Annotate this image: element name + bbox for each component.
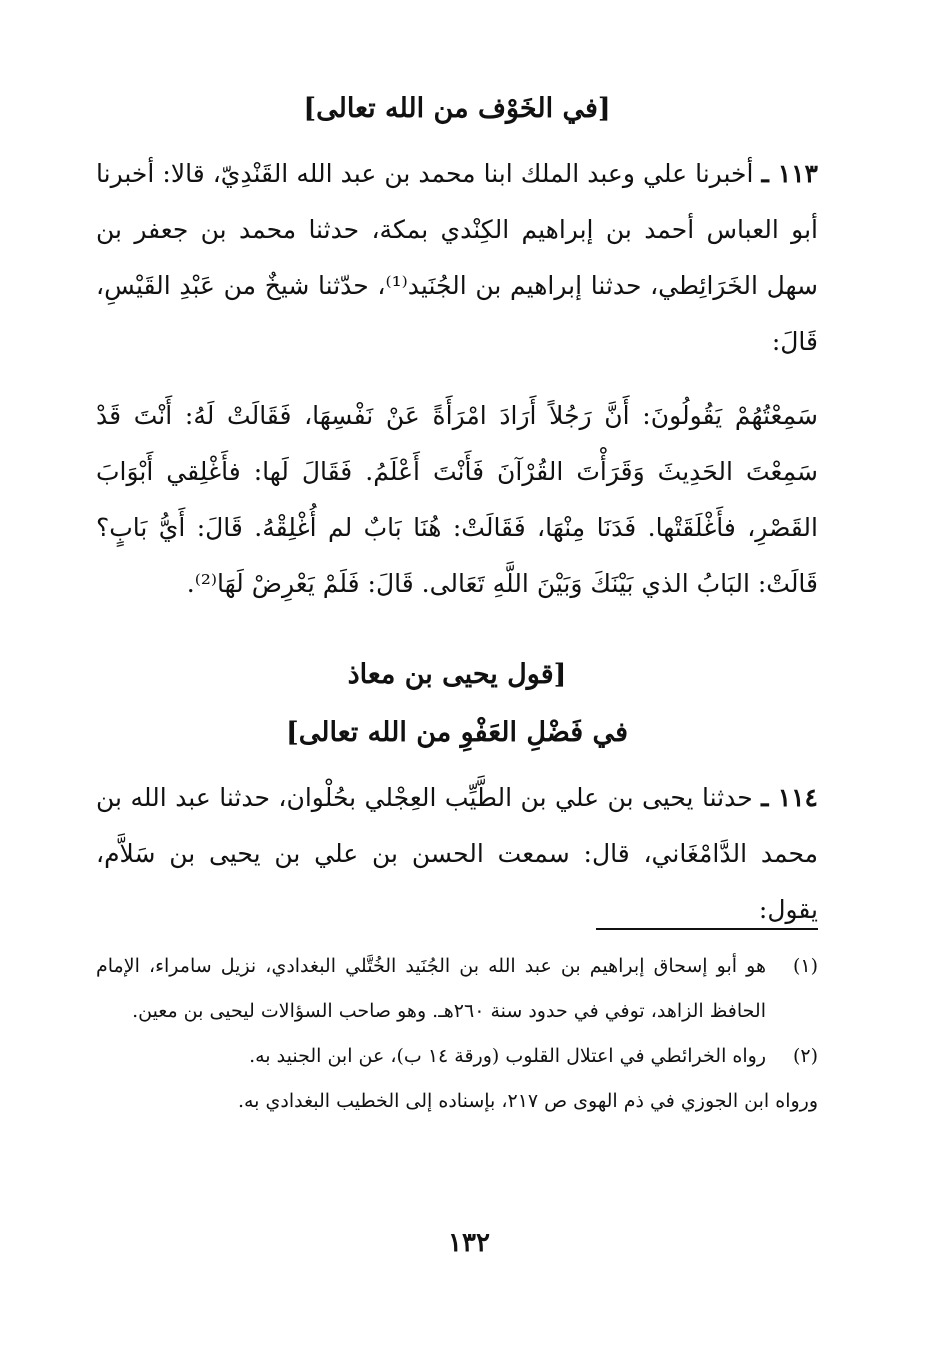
footnote-1 [96,944,818,1034]
section-heading-yahya-line1: [قول يحيى بن معاذ [347,659,567,690]
page-number: ١٣٢ [448,1228,490,1258]
page-body [96,80,818,938]
hadith-114 [96,770,818,938]
hadith-114-text: حدثنا يحيى بن علي بن الطَّيِّب العِجْلي بحُلْوان، حدثنا عبد الله بن محمد الدَّامْغَاني، قال: سمعت الحسن بن علي بن يحيى بن سَلاَّم، يقول: [96,783,818,924]
footnotes [96,944,818,1124]
footnote-2 [96,1034,818,1079]
spacer [96,138,818,146]
footnote-separator [596,928,818,930]
spacer [96,762,818,770]
hadith-number-114: ١١٤ ـ [761,783,818,812]
footnote-1-mark: (١) [792,955,818,977]
footnote-1-text: هو أبو إسحاق إبراهيم بن عبد الله بن الجُنَيد الخُتَّلي البغدادي، نزيل سامراء، الإمام الحافظ الزاهد، توفي في حدود سنة ٢٦٠هـ. وهو صاحب السؤالات ليحيى بن معين. [96,955,766,1022]
hadith-number-113: ١١٣ ـ [761,159,818,188]
section-heading-fear-of-god: [في الخَوْف من الله تعالى] [303,93,611,124]
spacer [96,370,818,388]
footnote-2-text: رواه الخرائطي في اعتلال القلوب (ورقة ١٤ ب)، عن ابن الجنيد به. [249,1045,766,1067]
footnote-2-continuation: ورواه ابن الجوزي في ذم الهوى ص ٢١٧، بإسناده إلى الخطيب البغدادي به. [237,1090,818,1112]
section-heading-yahya-line2: في فَضْلِ العَفْوِ من الله تعالى] [286,717,628,748]
hadith-113-chain [96,146,818,370]
hadith-113-isnad: أخبرنا علي وعبد الملك ابنا محمد بن عبد الله القَنْدِيّ، قالا: أخبرنا أبو العباس أحمد بن إبراهيم الكِنْدي بمكة، حدثنا محمد بن جعفر بن سهل الخَرَائِطي، حدثنا إبراهيم بن الجُنَيد⁽¹⁾، حدّثنا شيخٌ من عَبْدِ القَيْسِ، قَالَ: [96,159,818,356]
hadith-113-story: سَمِعْتُهُمْ يَقُولُونَ: أَنَّ رَجُلاً أَرَادَ امْرَأَةً عَنْ نَفْسِهَا، فَقَالَتْ لَهُ: أَنْتَ قَدْ سَمِعْتَ الحَدِيثَ وَقَرَأْتَ القُرْآنَ فَأَنْتَ أَعْلَمُ. فَقَالَ لَها: فأَغْلِقي أَبْوَابَ القَصْرِ، فأَغْلَقَتْها. فَدَنَا مِنْهَا، فَقَالَتْ: هُنَا بَابٌ لم أُغْلِقْهُ. قَالَ: أَيُّ بَابٍ؟ قَالَتْ: البَابُ الذي بَيْنَكَ وَبَيْنَ اللَّهِ تَعَالى. قَالَ: فَلَمْ يَعْرِضْ لَهَا⁽²⁾. [96,401,818,598]
footnote-2-mark: (٢) [792,1045,818,1067]
spacer [96,612,818,646]
